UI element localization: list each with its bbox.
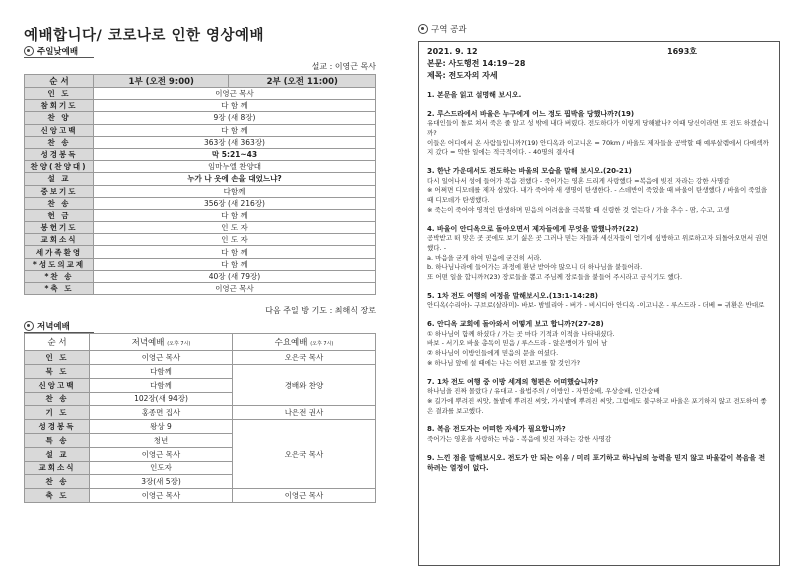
answer-line: 바보 - 서기오 바울 총독이 믿음 / 루스드라 - 앉은뱅이가 일어 남	[427, 339, 608, 348]
table-row: 찬양(찬양대) 임마누엘 찬양대	[25, 161, 376, 173]
subject: 제목: 전도자의 자세	[427, 71, 498, 80]
table-row: 세가족환영 다 함 께	[25, 246, 376, 258]
table-row: 찬 송 3장(새 5장)	[25, 475, 376, 489]
target-icon	[24, 46, 34, 56]
table-row: *성도의교제 다 함 께	[25, 258, 376, 270]
table-row: 찬 양 9장 (새 8장)	[25, 112, 376, 124]
answer-line: 유대인들이 돌로 쳐서 죽은 줄 알고 성 밖에 내다 버렸다. 전도하다가 이렇게 당해봤나? 이때 당신이라면 또 전도 하겠습니까?	[427, 119, 770, 137]
next-prayer: 다음 주일 방 기도 : 최해식 장로	[265, 306, 376, 316]
sunday-schedule-table	[24, 74, 376, 295]
answer-line: ① 하나님이 함께 하셨다 / 가는 곳 마다 기적과 이적을 나타내셨다.	[427, 329, 615, 338]
question-list	[427, 90, 771, 474]
answer-line: 안디옥(수리아)- 구브로(살라미)- 바보- 밤빌리아 - 버가 - 비시디아 안디옥 -이고니온 - 루스드라 - 더베 = 귀환은 반대로	[427, 301, 765, 310]
study-header	[427, 46, 697, 58]
table-row: 기 도 홍종면 집사 나은전 권사	[25, 406, 376, 420]
page-title: 예배합니다/ 코로나로 인한 영상예배	[24, 28, 265, 44]
answer-line: ※ 길가에 뿌려진 씨앗, 돌밭에 뿌려진 씨앗, 가시밭에 뿌려진 씨앗, 그럼에도 불구하고 바울은 포기하지 않고 전도하여 좋은 결과를 보고했다.	[427, 396, 767, 415]
table-row: 찬 송 363장 (새 363장)	[25, 136, 376, 148]
table-row: 특 송 청년	[25, 433, 376, 447]
table-row: 신앙고백 다 함 께	[25, 124, 376, 136]
question-item: 2. 루스드라에서 바울은 누구에게 어느 정도 핍박을 당했나까?(19)	[427, 109, 635, 118]
table-row: 성경봉독 왕상 9 오은국 목사	[25, 420, 376, 434]
table-row: 인 도 이영근 목사	[25, 88, 376, 100]
table-row: 인 도 이영근 목사 오은국 목사	[25, 351, 376, 365]
question-item: 5. 1차 전도 여행의 여정을 말해보시오.(13:1-14:28)	[427, 291, 598, 300]
header-order: 순 서	[25, 75, 94, 88]
answer-line: ② 하나님이 이방인들에게 믿음의 문을 여셨다.	[427, 349, 559, 357]
table-row: *찬 송 40장 (새 79장)	[25, 270, 376, 282]
answer-line: ※ 어쩌면 디모데를 제자 삼았다. 내가 죽어야 새 생명이 탄생한다. - 스데반이 죽었을 때 바울이 탄생했다 / 바울이 죽었을 때 디모데가 탄생했다.	[427, 186, 768, 204]
table-row: 찬 송 102장(새 94장)	[25, 392, 376, 406]
table-row: *축 도 이영근 목사	[25, 283, 376, 295]
header-order: 순 서	[25, 334, 90, 351]
table-row: 헌 금 다 함 께	[25, 209, 376, 221]
answer-line: 다시 일어나서 성에 들어가 복음 전했다 - 죽어가는 영혼 드리게 사랑했다 =복음에 빚진 자라는 강한 사명감	[427, 176, 730, 185]
header-second: 2부 (오전 11:00)	[229, 75, 376, 88]
question-item: 8. 복음 전도자는 어떠한 자세가 필요합니까?	[427, 425, 566, 434]
scripture: 본문: 사도행전 14:19~28	[427, 59, 526, 68]
issue-number: 1693호	[667, 47, 697, 56]
table-row: 참회기도 다 함 께	[25, 100, 376, 112]
question-item: 3. 한난 가운데서도 전도하는 바울의 모습을 말해 보시오.(20-21)	[427, 167, 632, 175]
preacher-line: 설교 : 이영근 목사	[311, 62, 376, 71]
header-first: 1부 (오전 9:00)	[94, 75, 229, 88]
left-page	[24, 22, 376, 503]
study-box	[418, 41, 780, 566]
answer-line: 또 어떤 일을 합니까?(23) 장로들을 뽑고 주님께 장로들을 붙들어 주시라고 금식기도 했다.	[427, 273, 683, 281]
table-row: 축 도 이영근 목사 이영근 목사	[25, 489, 376, 503]
answer-line: 이들은 어디에서 온 사람들입니까?(19) 안디옥과 이고니온 = 70km / 바울도 제자들을 공박할 때 예루살렘에서 다메섹까지 갔다 = 악한 일에는 적극적이다. - 40명의 결사대	[427, 138, 769, 157]
table-row: 찬 송 356장 (새 216장)	[25, 197, 376, 209]
evening-schedule-table	[24, 333, 376, 503]
question-item: 1. 본문을 읽고 설명해 보시오.	[427, 91, 522, 99]
table-row: 봉헌기도 인 도 자	[25, 222, 376, 234]
table-row: 설 교 이영근 목사	[25, 447, 376, 461]
header-wednesday: 수요예배 (오후 7시)	[233, 334, 376, 351]
table-row: 묵 도 다함께 경배와 찬양	[25, 364, 376, 378]
table-header	[25, 334, 376, 351]
question-item: 7. 1차 전도 여행 중 이방 세계의 형편은 어떠했습니까?	[427, 377, 599, 386]
question-item: 4. 바울이 안디옥으로 돌아오면서 제자들에게 무엇을 말했나까?(22)	[427, 224, 639, 233]
table-row: 성경봉독 막 5:21~43	[25, 148, 376, 160]
table-row: 교회소식 인 도 자	[25, 234, 376, 246]
question-item: 9. 느낀 점을 말해보시오. 전도가 안 되는 이유 / 미리 포기하고 하나님의 능력을 믿지 않고 바울같이 복음을 전하려는 열정이 없다.	[427, 453, 766, 472]
table-row: 중보기도 다함께	[25, 185, 376, 197]
study-section-label: 구역 공과	[418, 22, 508, 35]
evening-section-label: 저녁예배	[24, 319, 94, 333]
target-icon	[418, 24, 428, 34]
table-header	[25, 75, 376, 88]
answer-line: a. 마음을 굳게 하여 믿음에 굳건히 서라.	[427, 253, 542, 262]
answer-line: 죽어가는 영혼을 사랑하는 마음 - 복음에 빚진 자라는 강한 사명감	[427, 434, 612, 443]
table-row: 교회소식 인도자	[25, 461, 376, 475]
answer-line: ※ 죽는이 죽어야 영적인 탄생하며 믿음의 어려움을 극복할 때 신령한 것 얻는다 / 가을 추수 - 땀, 수고, 고생	[427, 205, 730, 214]
study-date: 2021. 9. 12	[427, 47, 478, 56]
answer-line: ※ 하나님 앞에 설 때에는 나는 어떤 보고를 할 것인가?	[427, 358, 581, 367]
sunday-section-label: 주일낮예배	[24, 44, 94, 58]
answer-line: 하나님을 진짜 몰랐다 / 유대교 - 율법주의 / 이방인 - 자연숭배, 우상숭배, 인간숭배	[427, 387, 660, 395]
question-item: 6. 안디옥 교회에 돌아와서 어떻게 보고 합니까?(27-28)	[427, 320, 604, 328]
right-page	[418, 22, 780, 566]
target-icon	[24, 321, 34, 331]
table-row: 신앙고백 다함께	[25, 378, 376, 392]
answer-line: 공박받고 떠 맞은 곳 곳에도 보기 싫은 곳 그러나 믿는 자들과 세신자들이 얻기에 심방하고 위로하고자 되돌아오면서 권면했다. -	[427, 234, 768, 252]
table-row: 설 교 누가 나 옷에 손을 대었느냐?	[25, 173, 376, 185]
header-evening: 저녁예배 (오후 7시)	[90, 334, 233, 351]
answer-line: b. 하나님나라에 들어가는 과정에 환난 받아야 많으니 더 하나님을 붙들어라.	[427, 263, 643, 272]
